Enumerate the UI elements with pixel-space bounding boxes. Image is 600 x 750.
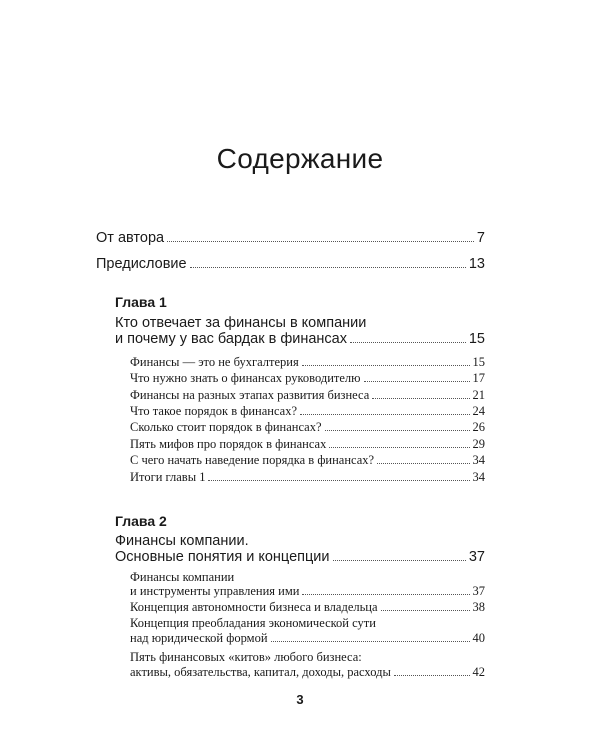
toc-section-label: и инструменты управления ими [130,584,300,598]
chapter-2-title-line1[interactable]: Финансы компании. [115,533,249,549]
dot-leader [208,480,469,481]
dot-leader [167,241,474,242]
toc-entry-label: Предисловие [96,256,187,272]
toc-entry-page: 13 [468,256,485,272]
chapter-2-title[interactable] [115,549,485,565]
toc-entry-preface[interactable] [96,256,485,272]
toc-section-page: 17 [472,371,485,385]
page-number: 3 [296,692,304,707]
toc-section[interactable] [130,665,485,680]
chapter-2-heading: Глава 2 [115,513,167,529]
dot-leader [271,641,470,642]
toc-section[interactable] [130,437,485,452]
toc-section-page: 26 [472,420,485,434]
chapter-1-heading: Глава 1 [115,294,167,310]
toc-section-page: 42 [472,665,485,679]
toc-section-label: Финансы на разных этапах развития бизнеса [130,388,370,402]
chapter-1-title-line2: и почему у вас бардак в финансах [115,331,347,347]
chapter-1-title[interactable] [115,331,485,347]
toc-section-label: Сколько стоит порядок в финансах? [130,420,322,434]
chapter-2-title-line2: Основные понятия и концепции [115,549,330,565]
toc-section-label: Финансы — это не бухгалтерия [130,355,299,369]
toc-section-page: 38 [472,600,485,614]
toc-section-label: С чего начать наведение порядка в финансах? [130,453,375,467]
toc-section[interactable] [130,584,485,599]
toc-entry-author[interactable] [96,230,485,246]
dot-leader [394,675,470,676]
toc-entry-label: От автора [96,230,165,246]
toc-section-page: 29 [472,437,485,451]
dot-leader [325,430,470,431]
dot-leader [300,414,469,415]
toc-section-page: 40 [472,631,485,645]
dot-leader [302,365,470,366]
toc-section[interactable] [130,420,485,435]
toc-section-label: над юридической формой [130,631,268,645]
toc-entry-page: 15 [468,331,485,347]
toc-section[interactable] [130,388,485,403]
toc-section[interactable] [130,631,485,646]
toc-section-label: Что нужно знать о финансах руководителю [130,371,361,385]
dot-leader [381,610,470,611]
toc-section-page: 34 [472,453,485,467]
toc-section-line1[interactable]: Концепция преобладания экономической сути [130,616,376,630]
toc-section-page: 21 [472,388,485,402]
toc-section-page: 37 [472,584,485,598]
toc-section[interactable] [130,453,485,468]
toc-section-label: Концепция автономности бизнеса и владельца [130,600,378,614]
toc-section-line1[interactable]: Пять финансовых «китов» любого бизнеса: [130,650,362,664]
dot-leader [364,381,470,382]
toc-section-page: 15 [472,355,485,369]
toc-entry-page: 37 [468,549,485,565]
toc-section-label: активы, обязательства, капитал, доходы, расходы [130,665,391,679]
toc-entry-page: 7 [476,230,485,246]
toc-section[interactable] [130,371,485,386]
dot-leader [333,560,466,561]
toc-section-label: Пять мифов про порядок в финансах [130,437,327,451]
page-title: Содержание [216,143,384,174]
toc-section[interactable] [130,600,485,615]
dot-leader [372,398,469,399]
dot-leader [350,342,466,343]
toc-section-label: Что такое порядок в финансах? [130,404,298,418]
dot-leader [190,267,466,268]
toc-section-label: Итоги главы 1 [130,470,206,484]
toc-section-page: 34 [472,470,485,484]
toc-section-page: 24 [472,404,485,418]
chapter-1-title-line1[interactable]: Кто отвечает за финансы в компании [115,315,367,331]
toc-section-line1[interactable]: Финансы компании [130,570,235,584]
dot-leader [377,463,469,464]
toc-section[interactable] [130,355,485,370]
toc-section[interactable] [130,470,485,485]
dot-leader [302,594,469,595]
dot-leader [329,447,469,448]
toc-section[interactable] [130,404,485,419]
